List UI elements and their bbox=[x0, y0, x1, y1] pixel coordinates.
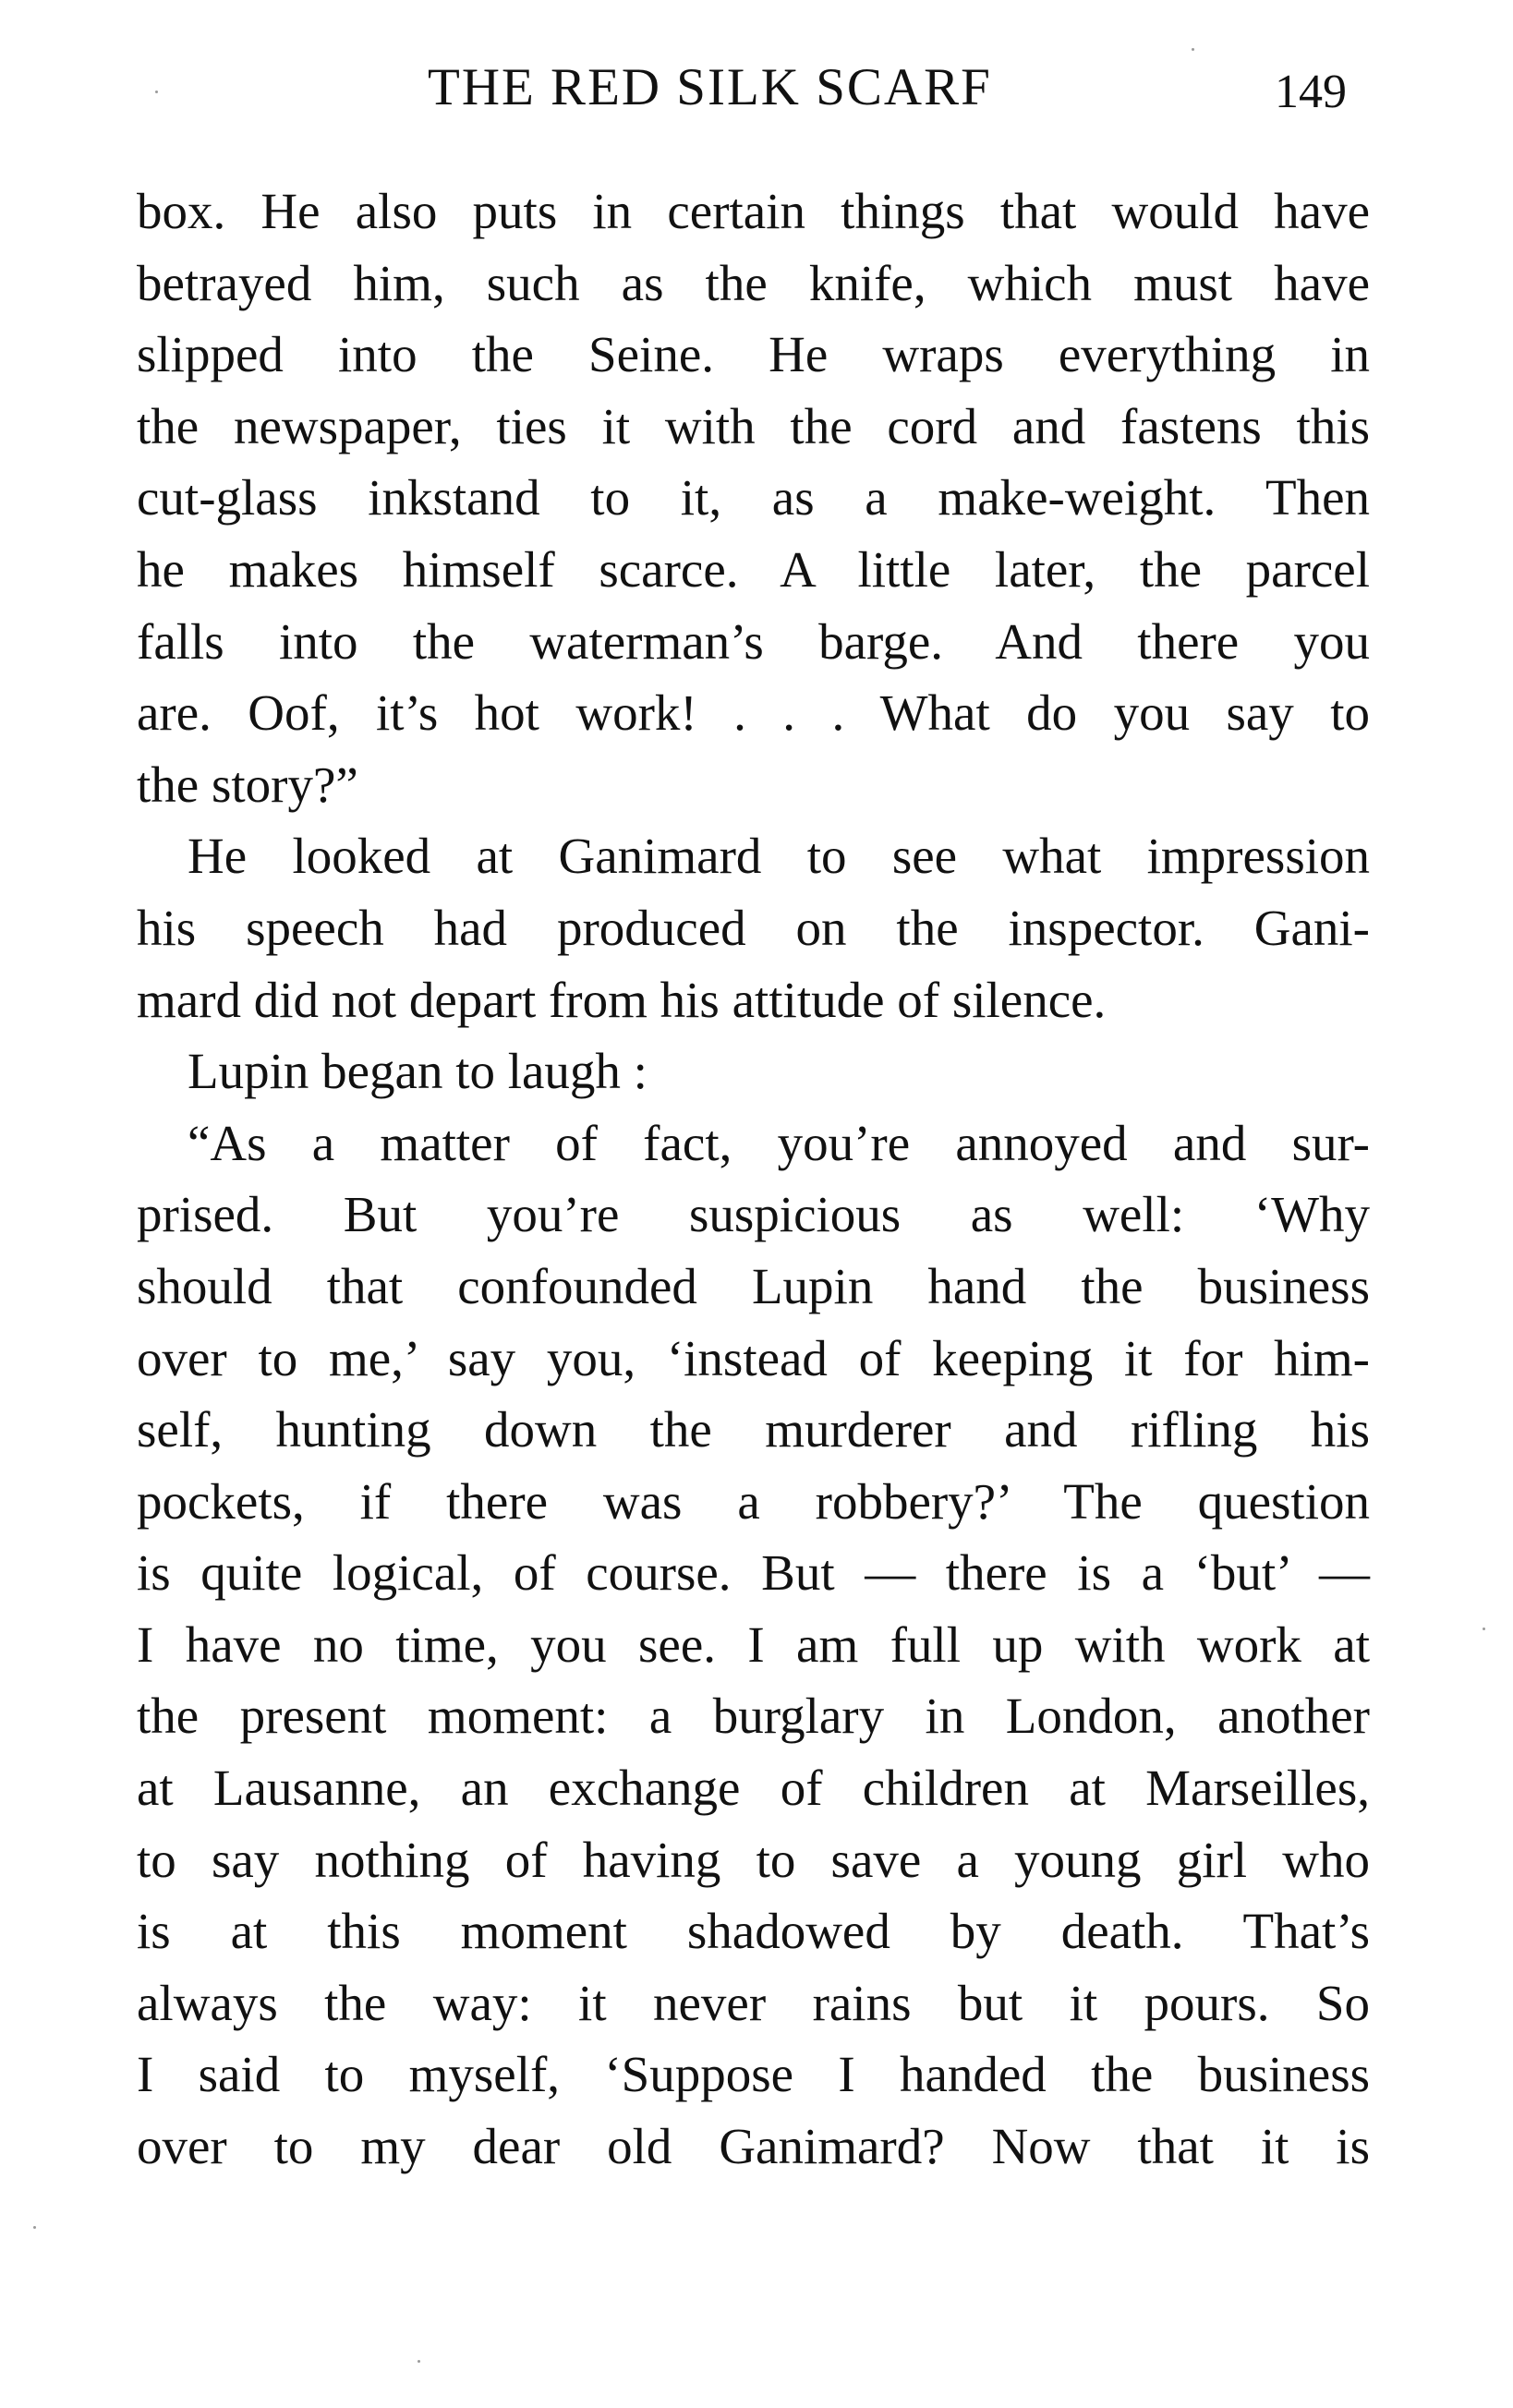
text-line: he makes himself scarce. A little later, the parcel bbox=[137, 540, 1370, 598]
text-line: at Lausanne, an exchange of children at Marseilles, bbox=[137, 1760, 1370, 1817]
text-line: cut-glass inkstand to it, as a make-weight. Then bbox=[137, 469, 1370, 526]
text-line: I said to myself, ‘Suppose I handed the business bbox=[137, 2046, 1370, 2103]
text-line: self, hunting down the murderer and rifling his bbox=[137, 1401, 1370, 1458]
text-line: prised. But you’re suspicious as well: ‘Why bbox=[137, 1186, 1370, 1243]
paper-speck bbox=[155, 91, 158, 93]
text-line: is quite logical, of course. But — there is a ‘but’ — bbox=[137, 1544, 1370, 1602]
text-line: slipped into the Seine. He wraps everything in bbox=[137, 326, 1370, 383]
text-line: pockets, if there was a robbery?’ The question bbox=[137, 1472, 1370, 1530]
body-text bbox=[137, 175, 1370, 2183]
text-line: Lupin began to laugh : bbox=[188, 1043, 648, 1100]
text-line: over to my dear old Ganimard? Now that it is bbox=[137, 2118, 1370, 2175]
text-line: the story?” bbox=[137, 756, 358, 813]
text-line: falls into the waterman’s barge. And there you bbox=[137, 612, 1370, 670]
text-line: I have no time, you see. I am full up with work at bbox=[137, 1615, 1370, 1673]
text-line: betrayed him, such as the knife, which must have bbox=[137, 254, 1370, 311]
text-line: box. He also puts in certain things that would have bbox=[137, 183, 1370, 239]
text-line: are. Oof, it’s hot work! . . . What do you say to bbox=[137, 684, 1370, 742]
paper-speck bbox=[1483, 1628, 1485, 1630]
text-line: always the way: it never rains but it pours. So bbox=[137, 1974, 1370, 2031]
running-title: THE RED SILK SCARF bbox=[428, 58, 992, 116]
text-line: his speech had produced on the inspector. Gani- bbox=[137, 899, 1370, 956]
text-line: the newspaper, ties it with the cord and fastens this bbox=[137, 397, 1370, 454]
text-line: He looked at Ganimard to see what impression bbox=[188, 828, 1370, 885]
paper-speck bbox=[418, 2360, 420, 2363]
page-number: 149 bbox=[1275, 66, 1347, 118]
text-line: to say nothing of having to save a young girl who bbox=[137, 1831, 1370, 1888]
text-line: is at this moment shadowed by death. That’s bbox=[137, 1903, 1370, 1960]
paper-speck bbox=[1192, 48, 1194, 51]
text-line: should that confounded Lupin hand the business bbox=[137, 1257, 1370, 1314]
text-line: the present moment: a burglary in London, another bbox=[137, 1688, 1370, 1745]
paper-speck bbox=[33, 2226, 36, 2229]
text-line: mard did not depart from his attitude of silence. bbox=[137, 971, 1107, 1028]
text-line: “As a matter of fact, you’re annoyed and sur- bbox=[188, 1114, 1370, 1171]
text-line: over to me,’ say you, ‘instead of keeping it for him- bbox=[137, 1329, 1370, 1386]
